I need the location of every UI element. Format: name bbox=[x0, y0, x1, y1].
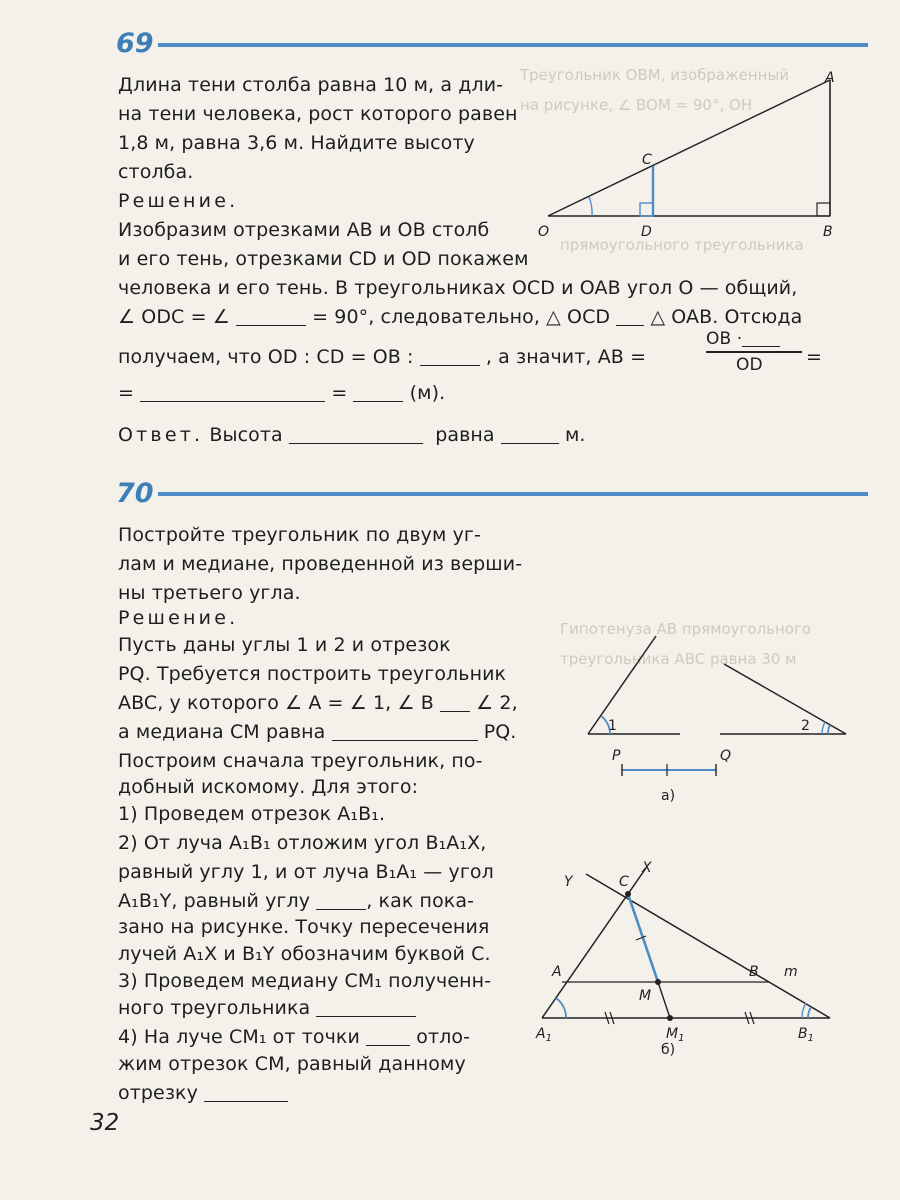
line-label-m: m bbox=[784, 964, 798, 980]
fraction-numerator bbox=[706, 329, 802, 349]
solution-text-line: человека и его тень. В треугольниках OCD и OAB угол O — общий, bbox=[118, 277, 798, 299]
solution-label: Решение. bbox=[118, 190, 239, 212]
solution-text-line: 3) Проведем медиану CM₁ полученн- bbox=[118, 970, 492, 992]
point-label-a: A bbox=[552, 964, 562, 980]
point-label-q: Q bbox=[720, 748, 732, 764]
fill-blank[interactable] bbox=[353, 381, 403, 402]
text-fragment: (м). bbox=[409, 382, 446, 404]
solution-text-line: 2) От луча A₁B₁ отложим угол B₁A₁X, bbox=[118, 832, 487, 854]
equals-sign: = bbox=[118, 382, 135, 404]
fill-blank[interactable] bbox=[332, 720, 478, 741]
solution-text-line bbox=[118, 719, 516, 745]
text-fragment: ∠ 2, bbox=[476, 692, 518, 714]
problem-text-line: на тени человека, рост которого равен bbox=[118, 103, 518, 125]
bleed-through-text: Треугольник OBM, изображенный bbox=[520, 66, 790, 84]
answer-label: Ответ. bbox=[118, 424, 204, 446]
text-fragment: получаем, что OD : CD = OB : bbox=[118, 346, 414, 368]
problem-number-70: 70 bbox=[116, 478, 154, 509]
text-fragment: A₁B₁Y, равный углу bbox=[118, 890, 311, 912]
text-fragment: отрезку bbox=[118, 1082, 198, 1104]
angle-label-1: 1 bbox=[608, 718, 617, 734]
problem-header-rule bbox=[158, 43, 868, 47]
point-label-c: C bbox=[642, 152, 652, 168]
text-fragment: ∠ ODC = ∠ bbox=[118, 306, 230, 328]
text-fragment: △ OAB. Отсюда bbox=[650, 306, 803, 328]
solution-label: Решение. bbox=[118, 607, 239, 629]
text-fragment: ABC, у которого ∠ A = ∠ 1, ∠ B bbox=[118, 692, 434, 714]
solution-text-line: Построим сначала треугольник, по- bbox=[118, 750, 483, 772]
page-number: 32 bbox=[90, 1110, 120, 1136]
angle-label-2: 2 bbox=[801, 718, 810, 734]
solution-text-line bbox=[118, 304, 802, 330]
fill-blank[interactable] bbox=[742, 332, 780, 347]
point-label-a1: $A_1$ bbox=[536, 1026, 552, 1044]
figure-caption-a: а) bbox=[661, 788, 676, 804]
problem-text-line: 1,8 м, равна 3,6 м. Найдите высоту bbox=[118, 132, 475, 154]
fill-blank[interactable] bbox=[616, 305, 644, 326]
point-label-o: O bbox=[538, 224, 550, 240]
point-label-m: M bbox=[639, 988, 652, 1004]
solution-text-line bbox=[118, 344, 646, 370]
solution-text-line: PQ. Требуется построить треугольник bbox=[118, 663, 507, 685]
point-label-b1: $B_1$ bbox=[798, 1026, 814, 1044]
solution-text-line bbox=[118, 888, 474, 914]
figure-triangle-construction bbox=[530, 860, 860, 1060]
fill-blank[interactable] bbox=[289, 423, 423, 444]
text-fragment: = 90°, следовательно, △ OCD bbox=[312, 306, 611, 328]
fraction-numerator-text: OB · bbox=[706, 329, 743, 349]
fill-blank[interactable] bbox=[204, 1081, 288, 1102]
solution-text-line bbox=[118, 995, 416, 1021]
fill-blank[interactable] bbox=[420, 345, 480, 366]
problem-text-line: лам и медиане, проведенной из верши- bbox=[118, 553, 523, 575]
text-fragment: , как пока- bbox=[366, 890, 475, 912]
text-fragment: отло- bbox=[416, 1026, 471, 1048]
point-label-y: Y bbox=[564, 874, 573, 890]
fraction-bar bbox=[706, 351, 802, 353]
point-label-p: P bbox=[612, 748, 621, 764]
solution-text-line: 1) Проведем отрезок A₁B₁. bbox=[118, 803, 386, 825]
fraction bbox=[706, 329, 802, 375]
fill-blank[interactable] bbox=[366, 1025, 410, 1046]
solution-text-line: равный углу 1, и от луча B₁A₁ — угол bbox=[118, 861, 494, 883]
fill-blank[interactable] bbox=[140, 381, 325, 402]
problem-text-line: Постройте треугольник по двум уг- bbox=[118, 524, 481, 546]
problem-text-line: Длина тени столба равна 10 м, а дли- bbox=[118, 74, 504, 96]
text-fragment: равна bbox=[435, 424, 495, 446]
point-label-b: B bbox=[823, 224, 833, 240]
bleed-through-text: прямоугольного треугольника bbox=[560, 236, 804, 254]
figure-caption-b: б) bbox=[661, 1042, 676, 1058]
point-label-m1: $M_1$ bbox=[666, 1026, 685, 1044]
solution-text-line: и его тень, отрезками CD и OD покажем bbox=[118, 248, 529, 270]
equals-sign: = bbox=[806, 346, 823, 368]
problem-number-69: 69 bbox=[116, 28, 154, 59]
bleed-through-text: Гипотенуза AB прямоугольного bbox=[560, 620, 812, 638]
text-fragment: ного треугольника bbox=[118, 997, 311, 1019]
figure-pole-shadow bbox=[520, 60, 860, 240]
problem-text-line: ны третьего угла. bbox=[118, 582, 301, 604]
text-fragment: 4) На луче CM₁ от точки bbox=[118, 1026, 360, 1048]
text-fragment: PQ. bbox=[483, 721, 517, 743]
solution-text-line: жим отрезок CM, равный данному bbox=[118, 1053, 466, 1075]
solution-text-line: Пусть даны углы 1 и 2 и отрезок bbox=[118, 634, 451, 656]
point-label-b: B bbox=[749, 964, 759, 980]
fill-blank[interactable] bbox=[440, 691, 470, 712]
bleed-through-text: треугольника ABC равна 30 м bbox=[560, 650, 797, 668]
fill-blank[interactable] bbox=[236, 305, 306, 326]
text-fragment: Высота bbox=[209, 424, 283, 446]
fraction-denominator: OD bbox=[736, 354, 763, 375]
solution-text-line: зано на рисунке. Точку пересечения bbox=[118, 916, 490, 938]
solution-text-line bbox=[118, 380, 445, 406]
answer-line bbox=[118, 422, 586, 448]
text-fragment: , а значит, AB = bbox=[485, 346, 647, 368]
point-label-c: C bbox=[619, 874, 629, 890]
bleed-through-text: на рисунке, ∠ BOM = 90°, OH bbox=[520, 96, 753, 114]
solution-text-line: добный искомому. Для этого: bbox=[118, 776, 419, 798]
text-fragment: а медиана CM равна bbox=[118, 721, 326, 743]
problem-text-line: столба. bbox=[118, 161, 194, 183]
point-label-x: X bbox=[642, 860, 652, 876]
point-label-d: D bbox=[641, 224, 652, 240]
fill-blank[interactable] bbox=[316, 889, 366, 910]
fill-blank[interactable] bbox=[501, 423, 559, 444]
solution-text-line bbox=[118, 1024, 470, 1050]
solution-text-line bbox=[118, 690, 518, 716]
text-fragment: м. bbox=[564, 424, 586, 446]
solution-text-line: Изобразим отрезками AB и OB столб bbox=[118, 219, 490, 241]
solution-text-line bbox=[118, 1080, 288, 1106]
point-label-a: A bbox=[825, 70, 835, 86]
problem-header-rule bbox=[158, 492, 868, 496]
figure-given-angles-segment bbox=[570, 630, 860, 810]
solution-text-line: лучей A₁X и B₁Y обозначим буквой C. bbox=[118, 943, 491, 965]
equals-sign: = bbox=[331, 382, 348, 404]
fill-blank[interactable] bbox=[316, 996, 416, 1017]
